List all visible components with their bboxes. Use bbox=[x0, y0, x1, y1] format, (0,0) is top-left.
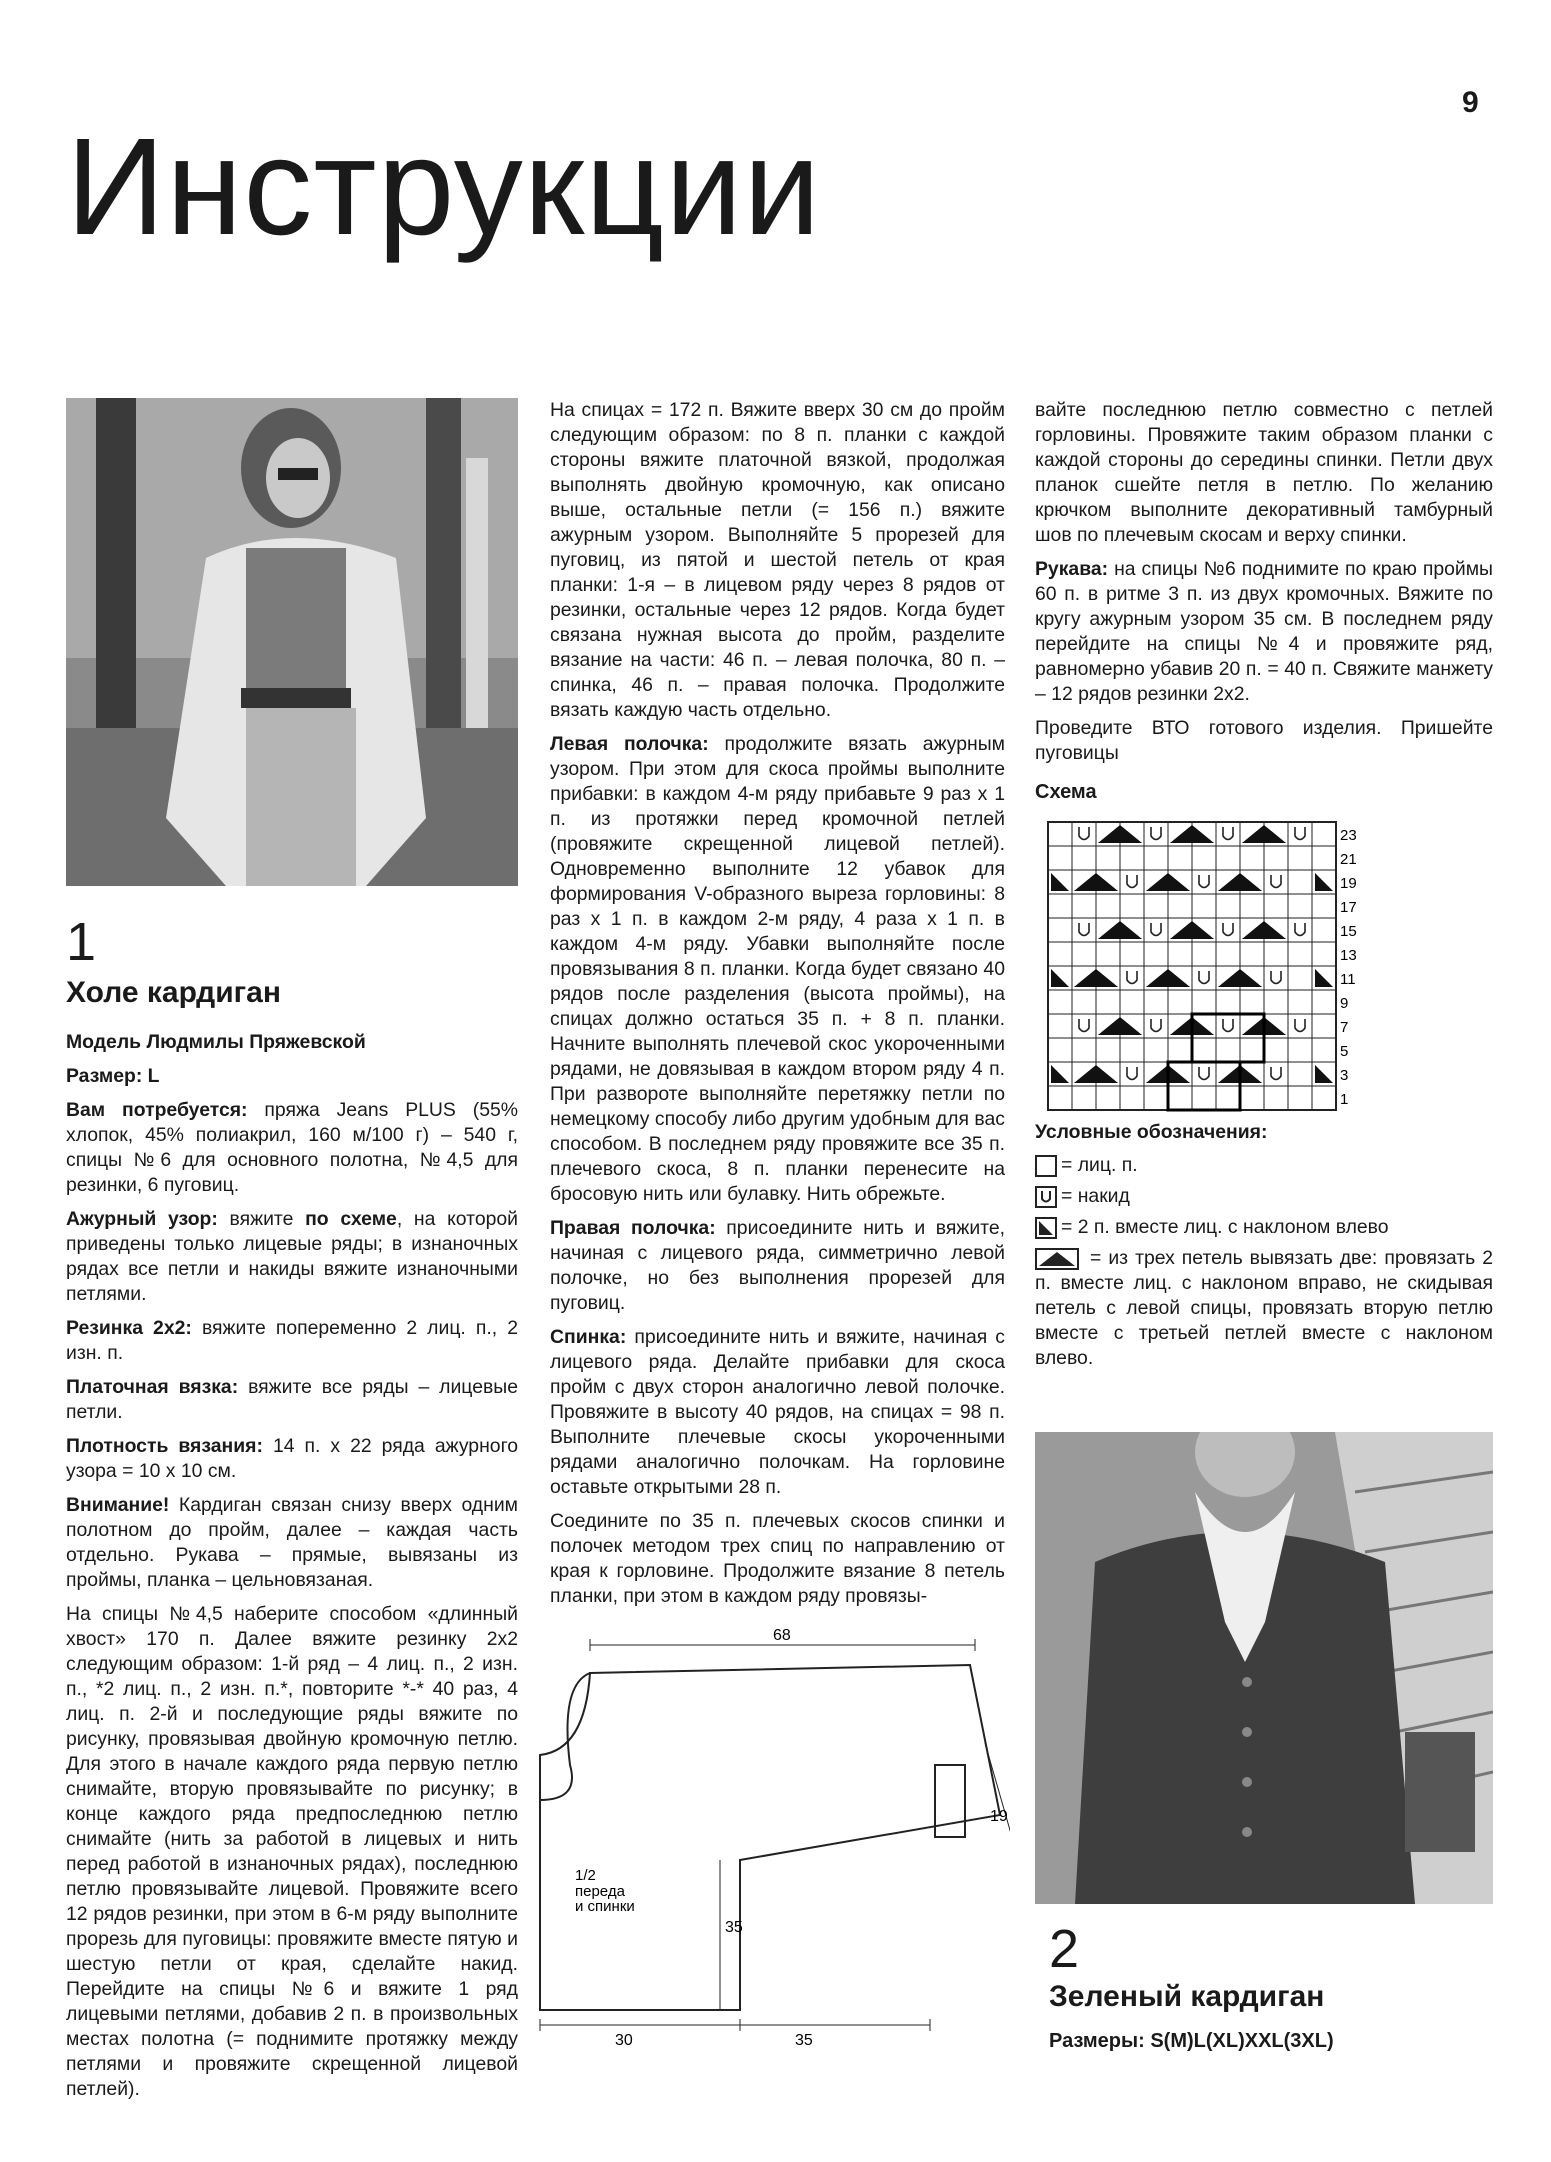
legend-k2tog-text: = 2 п. вместе лиц. с наклоном влево bbox=[1061, 1216, 1389, 1238]
chart-row-label: 1 bbox=[1340, 1091, 1349, 1108]
right-front-text: присоедините нить и вяжите, начиная с лицевого ряда, симметрично левой полочке, но без выполнения прорезей для пуговиц. bbox=[550, 1217, 1006, 1314]
back-text: присоедините нить и вяжите, начиная с лицевого ряда. Делайте прибавки для скоса пройм с двух сторон аналогично левой полочке. Провяжите в высоту 40 рядов, на спицах = 98 п. Выполните плечевые скосы укороченными рядами аналогично полочкам. На горловине оставьте открытыми 28 п. bbox=[550, 1326, 1005, 1498]
join-paragraph: Соедините по 35 п. плечевых скосов спинки и полочек методом трех спиц по направлению от края к горловине. Продолжите вязание 8 петель планки, при этом в каждом ряду провязы- bbox=[550, 1510, 1005, 1607]
rib-text: вяжите попеременно 2 лиц. п., 2 изн. п. bbox=[66, 1317, 518, 1364]
lace-text-a: вяжите bbox=[229, 1208, 294, 1230]
legend bbox=[1035, 1120, 1493, 1371]
dim-68: 68 bbox=[773, 1627, 791, 1644]
model-author: Модель Людмилы Пряжевской bbox=[66, 1031, 366, 1053]
cast-on-paragraph: На спицы №4,5 наберите способом «длинный хвост» 170 п. Далее вяжите резинку 2x2 следующим образом: 1-й ряд – 4 лиц. п., 2 изн. п., *2 лиц. п., 2 изн. п.*, повторите *-* 40 раз, 4 лиц. п. 2-й и последующие ряды вяжите по рисунку, провязывая двойную кромочную петлю. Для этого в начале каждого ряда первую петлю снимайте, вторую провязывайте по рисунку; в конце каждого ряда предпоследнюю петлю снимайте (нить за работой в лицевых и нить перед работой в изнаночных рядах), последнюю петлю провязывайте лицевой. Провяжите всего 12 рядов резинки, при этом в 6-м ряду выполните прорезь для пуговицы: провяжите вместе пятую и шестую петли от края, сделайте накид. Перейдите на спицы №6 и вяжите 1 ряд лицевыми петлями, добавив 2 п. в произвольных местах полотна (= поднимите протяжку между петлями и провяжите скрещенной лицевой петлей). bbox=[66, 1603, 518, 2100]
armhole-curve bbox=[540, 1673, 590, 1800]
dim-35-mid: 35 bbox=[725, 1919, 743, 1936]
schematic-label-1: 1/2 bbox=[575, 1867, 596, 1884]
lace-label: Ажурный узор: bbox=[66, 1208, 218, 1230]
schematic-label-2: переда bbox=[575, 1883, 625, 1900]
model-2-sizes: Размеры: S(M)L(XL)XXL(3XL) bbox=[1049, 2030, 1334, 2052]
k2tog-left-icon bbox=[1035, 1217, 1057, 1239]
chart-row-label: 5 bbox=[1340, 1043, 1349, 1060]
dim-35-bottom: 35 bbox=[795, 2032, 813, 2049]
knitting-chart bbox=[1040, 816, 1390, 1116]
lace-text-c: , на которой приведены только лицевые ряды; в изнаночных рядах все петли и накиды вяжите изнаночными петлями. bbox=[66, 1208, 519, 1305]
garment-schematic bbox=[530, 1625, 1010, 2055]
model-2-number: 2 bbox=[1049, 1919, 1080, 1979]
chart-row-label: 17 bbox=[1340, 899, 1357, 916]
right-front-label: Правая полочка: bbox=[550, 1217, 716, 1239]
attention-text: Кардиган связан снизу вверх одним полотном до пройм, далее – каждая часть отдельно. Рукава – прямые, вывязаны из проймы, планка – цельновязаная. bbox=[66, 1494, 518, 1591]
legend-k2tog bbox=[1035, 1215, 1493, 1240]
legend-knit-text: = лиц. п. bbox=[1061, 1154, 1138, 1176]
three-to-two-icon bbox=[1035, 1248, 1079, 1270]
chart-row-label: 15 bbox=[1340, 923, 1357, 940]
chart-row-label: 7 bbox=[1340, 1019, 1349, 1036]
chart-row-label: 19 bbox=[1340, 875, 1357, 892]
attention-label: Внимание! bbox=[66, 1494, 170, 1516]
lace-text-b: по схеме bbox=[305, 1208, 397, 1230]
model-size: Размер: L bbox=[66, 1065, 160, 1087]
left-front-label: Левая полочка: bbox=[550, 733, 709, 755]
schematic-outline bbox=[540, 1665, 1000, 2010]
woman-photo-illustration bbox=[66, 398, 518, 886]
garter-label: Платочная вязка: bbox=[66, 1376, 239, 1398]
column-3 bbox=[1035, 398, 1493, 814]
needs-label: Вам потребуется: bbox=[66, 1099, 248, 1121]
legend-3to2-text: = из трех петель вывязать две: провязать 2 п. вместе лиц. с наклоном вправо, не скидывая петель с левой спицы, провязать вторую петлю вместе с третьей петлей вместе с наклоном влево. bbox=[1035, 1247, 1493, 1369]
legend-yo bbox=[1035, 1184, 1493, 1209]
yarn-over-icon bbox=[1035, 1186, 1057, 1208]
sleeves-text: на спицы №6 поднимите по краю проймы 60 п. в ритме 3 п. из двух кромочных. Вяжите по кругу ажурным узором 35 см. В последнем ряду перейдите на спицы №4 и провяжите ряд, равномерно убавив 20 п. = 40 п. Свяжите манжету – 12 рядов резинки 2x2. bbox=[1035, 558, 1493, 705]
garter-text: вяжите все ряды – лицевые петли. bbox=[66, 1376, 518, 1423]
gauge-label: Плотность вязания: bbox=[66, 1435, 263, 1457]
back-label: Спинка: bbox=[550, 1326, 627, 1348]
model-1-number: 1 bbox=[66, 912, 97, 972]
gauge-text: 14 п. x 22 ряда ажурного узора = 10 x 10 см. bbox=[66, 1435, 519, 1482]
chart-row-label: 21 bbox=[1340, 851, 1357, 868]
legend-title: Условные обозначения: bbox=[1035, 1121, 1268, 1143]
left-front-text: продолжите вязать ажурным узором. При этом для скоса проймы выполните прибавки: в каждом 4-м ряду прибавьте 9 раз x 1 п. из протяжки перед кромочной петлей (провяжите скрещенной лицевой петлей). Одновременно выполните 12 убавок для формирования V-образного выреза горловины: 8 раз x 1 п. в каждом 2-м ряду, 4 раза x 1 п. в каждом 4-м ряду. Убавки выполняйте после провязывания 8 п. планки. Когда будет связано 40 рядов после разделения (высота проймы), на спицах должно остаться 35 п. + 8 п. планки. Начните выполнять плечевой скос укороченными рядами, не довязывая в каждом втором ряду 4 п. При развороте выполняйте перетяжку петли по немецкому способу либо другим удобным для вас способом. В последнем ряду провяжите все 35 п. плечевого скоса, 8 п. планки перенесите на бросовую нить или булавку. Нить обрежьте. bbox=[550, 733, 1006, 1205]
cardigan-photo-1 bbox=[66, 398, 518, 886]
legend-yo-text: = накид bbox=[1061, 1185, 1130, 1207]
knit-stitch-icon bbox=[1035, 1155, 1057, 1177]
cardigan-photo-2 bbox=[1035, 1432, 1493, 1904]
chart-row-label: 13 bbox=[1340, 947, 1357, 964]
model-2-title: Зеленый кардиган bbox=[1049, 1980, 1325, 2013]
legend-knit bbox=[1035, 1153, 1493, 1178]
dim-30: 30 bbox=[615, 2032, 633, 2049]
chart-row-label: 9 bbox=[1340, 995, 1349, 1012]
dim-19: 19 bbox=[990, 1808, 1008, 1825]
column-1 bbox=[66, 1030, 518, 2111]
column-2 bbox=[550, 398, 1005, 1618]
chart-row-label: 23 bbox=[1340, 827, 1357, 844]
chart-row-label: 3 bbox=[1340, 1067, 1349, 1084]
page-title: Инструкции bbox=[66, 110, 822, 264]
schematic-label-3: и спинки bbox=[575, 1898, 635, 1915]
legend-3to2 bbox=[1035, 1246, 1493, 1371]
col3-continuation: вайте последнюю петлю совместно с петлей горловины. Провяжите таким образом планки с каждой стороны до середины спинки. Петли двух планок сшейте петля в петлю. По желанию крючком выполните декоративный тамбурный шов по плечевым скосам и верху спинки. bbox=[1035, 399, 1493, 546]
para-172: На спицах = 172 п. Вяжите вверх 30 см до пройм следующим образом: по 8 п. планки с каждой стороны вяжите платочной вязкой, продолжая выполнять двойную кромочную, как описано выше, остальные петли (= 156 п.) вяжите ажурным узором. Выполняйте 5 прорезей для пуговиц, из пятой и шестой петель от края планки: 1-я – в лицевом ряду через 8 рядов от резинки, остальные через 12 рядов. Когда будет связана нужная высота до пройм, разделите вязание на части: 46 п. – левая полочка, 80 п. – спинка, 46 п. – правая полочка. Продолжите вязать каждую часть отдельно. bbox=[550, 399, 1005, 721]
finishing-text: Проведите ВТО готового изделия. Пришейте пуговицы bbox=[1035, 717, 1493, 764]
rib-label: Резинка 2x2: bbox=[66, 1317, 192, 1339]
page-number: 9 bbox=[1462, 86, 1479, 119]
needs-text: пряжа Jeans PLUS (55% хлопок, 45% полиакрил, 160 м/100 г) – 540 г, спицы №6 для основного полотна, №4,5 для резинки, 6 пуговиц. bbox=[66, 1099, 518, 1196]
model-1-title: Холе кардиган bbox=[66, 976, 281, 1009]
chart-row-label: 11 bbox=[1340, 971, 1356, 988]
scheme-heading: Схема bbox=[1035, 781, 1097, 803]
sleeves-label: Рукава: bbox=[1035, 558, 1109, 580]
green-cardigan-photo bbox=[1035, 1432, 1493, 1904]
